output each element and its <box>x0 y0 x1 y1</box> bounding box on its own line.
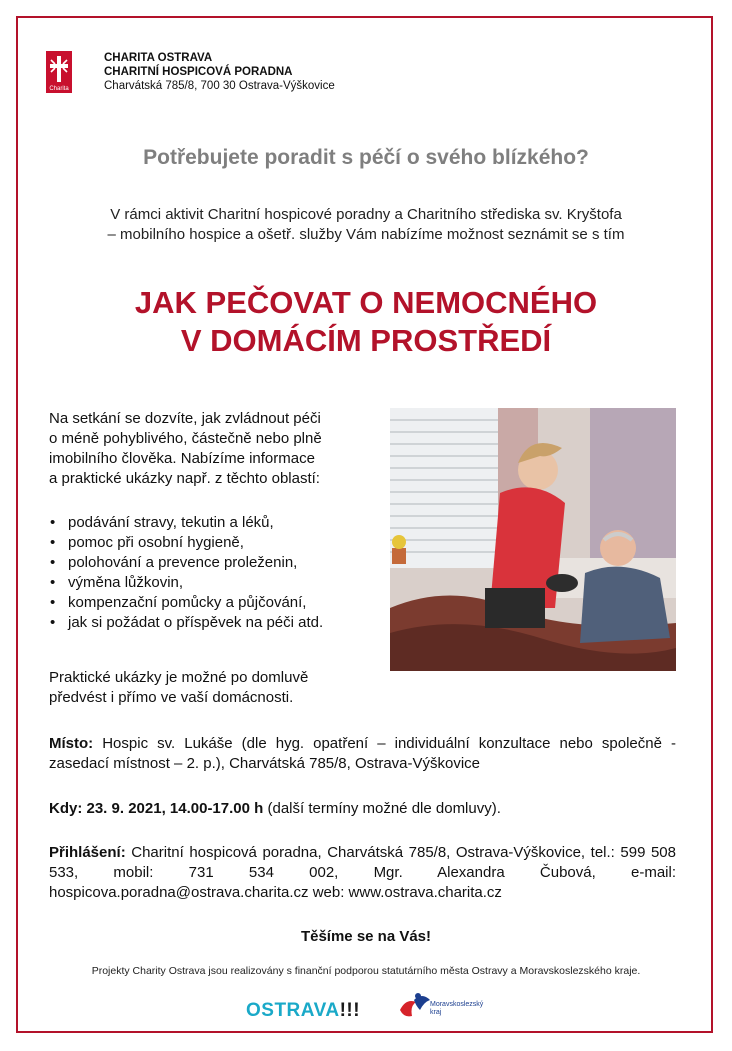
org-name: CHARITA OSTRAVA <box>104 52 213 64</box>
list-item: • polohování a prevence proleženin, <box>49 553 323 573</box>
ostrava-logo <box>246 1000 360 1022</box>
question-heading: Potřebujete poradit s péčí o svého blízkého? <box>143 146 589 169</box>
ostrava-logo-marks: !!! <box>339 1000 361 1021</box>
charita-logo <box>46 51 72 93</box>
topic-list <box>49 513 323 633</box>
intro-line-2: – mobilního hospice a ošetř. služby Vám nabízíme možnost seznámit se s tím <box>107 226 625 243</box>
kraj-text-line-2: kraj <box>430 1009 442 1016</box>
location-label: Místo: <box>49 735 94 752</box>
org-address: Charvátská 785/8, 700 30 Ostrava-Výškovice <box>104 80 335 92</box>
lead-line: imobilního člověka. Nabízíme informace <box>49 450 315 467</box>
closing-greeting: Těšíme se na Vás! <box>300 928 432 945</box>
lead-line: o méně pohyblivého, částečně nebo plně <box>49 430 322 447</box>
lead-line: Na setkání se dozvíte, jak zvládnout péči <box>49 410 321 427</box>
intro-line-1: V rámci aktivit Charitní hospicové poradny a Charitního střediska sv. Kryštofa <box>110 206 622 223</box>
ostrava-logo-word: OSTRAVA <box>246 1000 340 1021</box>
caregiver-photo <box>390 408 676 671</box>
location-text: Hospic sv. Lukáše (dle hyg. opatření – individuální konzultace nebo společně - zasedací místnost – 2. p.), Charvátská 785/8, Ostrava-Výškovice <box>49 735 676 772</box>
list-item: • kompenzační pomůcky a půjčování, <box>49 593 323 613</box>
intro-text <box>40 205 692 245</box>
registration-label: Přihlášení: <box>49 844 126 861</box>
organization-info <box>104 51 335 93</box>
list-item: • jak si požádat o příspěvek na péči atd. <box>49 613 323 633</box>
practical-note <box>49 668 379 708</box>
location-paragraph <box>49 734 676 774</box>
date-paragraph <box>49 799 676 819</box>
practical-line: předvést i přímo ve vaší domácnosti. <box>49 689 294 706</box>
registration-text: Charitní hospicová poradna, Charvátská 785/8, Ostrava-Výškovice, tel.: 599 508 533, mobil: 731 534 002, Mgr. Alexandra Čubová, e-mail: hospicova.poradna@ostrava.charita.cz web: www.ostrava.charita.cz <box>49 844 676 901</box>
list-item: • výměna lůžkovin, <box>49 573 323 593</box>
headline-line-1: JAK PEČOVAT O NEMOCNÉHO <box>134 285 598 320</box>
registration-paragraph <box>49 843 676 903</box>
headline-line-2: V DOMÁCÍM PROSTŘEDÍ <box>180 323 552 358</box>
moravskoslezsky-kraj-logo-text <box>430 1001 483 1017</box>
date-label: Kdy: 23. 9. 2021, 14.00-17.00 h <box>49 800 264 817</box>
main-headline <box>0 284 732 360</box>
lead-line: a praktické ukázky např. z těchto oblastí: <box>49 470 320 487</box>
moravskoslezsky-kraj-emblem-icon <box>396 990 432 1020</box>
org-department: CHARITNÍ HOSPICOVÁ PORADNA <box>104 66 293 78</box>
list-item: • pomoc při osobní hygieně, <box>49 533 323 553</box>
practical-line: Praktické ukázky je možné po domluvě <box>49 669 309 686</box>
list-item: • podávání stravy, tekutin a léků, <box>49 513 323 533</box>
svg-text:Charita: Charita <box>49 86 69 92</box>
lead-paragraph <box>49 409 379 489</box>
date-text: (další termíny možné dle domluvy). <box>263 800 501 817</box>
kraj-text-line-1: Moravskoslezský <box>430 1001 484 1008</box>
funding-note: Projekty Charity Ostrava jsou realizovány s finanční podporou statutárního města Ostravy a Moravskoslezského kraje. <box>91 965 641 977</box>
